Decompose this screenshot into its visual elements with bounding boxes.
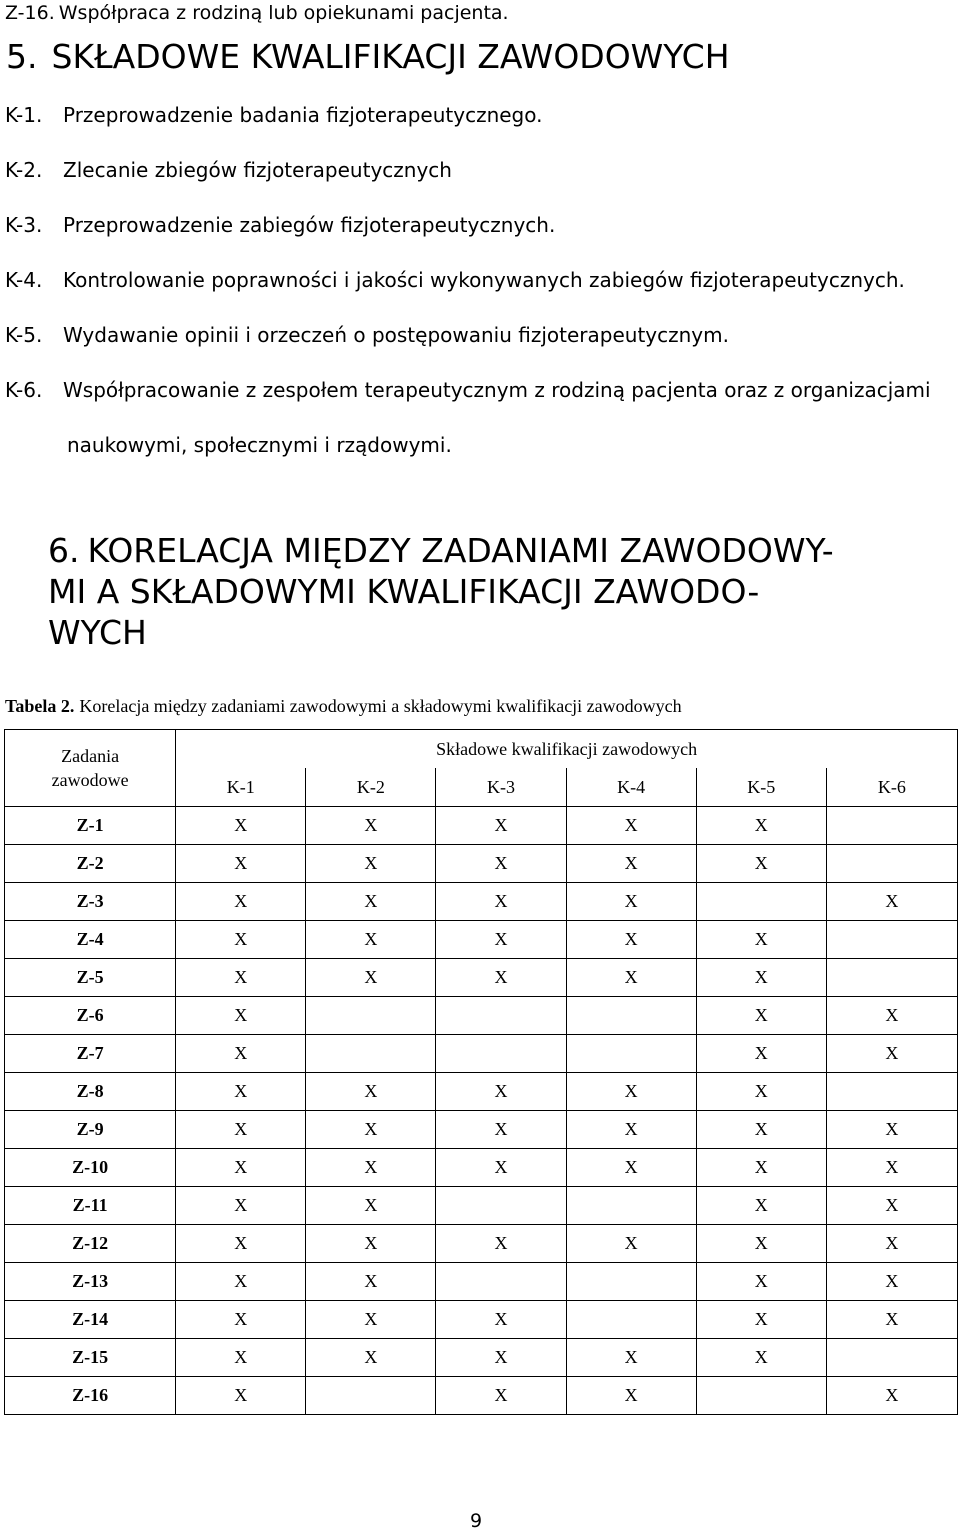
mark-cell: X <box>696 845 826 883</box>
table-row <box>5 1263 958 1301</box>
section-title: SKŁADOWE KWALIFIKACJI ZAWODOWYCH <box>51 37 730 76</box>
mark-cell: X <box>176 921 306 959</box>
mark-cell: X <box>826 1111 957 1149</box>
mark-cell: X <box>306 845 436 883</box>
mark-cell <box>436 997 566 1035</box>
mark-cell: X <box>696 1339 826 1377</box>
mark-cell: X <box>436 845 566 883</box>
mark-cell: X <box>306 1187 436 1225</box>
mark-cell: X <box>826 1187 957 1225</box>
mark-cell <box>566 1187 696 1225</box>
column-header: K-4 <box>566 768 696 807</box>
section-number: 6. <box>48 531 80 570</box>
mark-cell: X <box>436 1225 566 1263</box>
mark-cell: X <box>826 1301 957 1339</box>
mark-cell <box>566 1301 696 1339</box>
mark-cell: X <box>566 1073 696 1111</box>
mark-cell: X <box>696 1301 826 1339</box>
task-cell: Z-7 <box>5 1035 176 1073</box>
mark-cell: X <box>566 921 696 959</box>
mark-cell: X <box>566 1149 696 1187</box>
table-row <box>5 1073 958 1111</box>
mark-cell: X <box>306 1073 436 1111</box>
mark-cell: X <box>566 1377 696 1415</box>
section-title-line: MI A SKŁADOWYMI KWALIFIKACJI ZAWODO- <box>48 572 760 611</box>
mark-cell <box>826 921 957 959</box>
mark-cell: X <box>176 1301 306 1339</box>
task-cell: Z-15 <box>5 1339 176 1377</box>
page-number: 9 <box>470 1510 483 1532</box>
section-6-heading <box>48 530 953 653</box>
table-row <box>5 1187 958 1225</box>
qualification-text: Kontrolowanie poprawności i jakości wykonywanych zabiegów fizjoterapeutycznych. <box>63 268 905 292</box>
qualification-item <box>5 308 931 363</box>
section-5-heading <box>6 37 730 77</box>
mark-cell: X <box>436 1339 566 1377</box>
mark-cell <box>696 1377 826 1415</box>
mark-cell: X <box>176 845 306 883</box>
column-header: K-2 <box>306 768 436 807</box>
table-row <box>5 921 958 959</box>
mark-cell <box>826 807 957 845</box>
mark-cell <box>306 997 436 1035</box>
mark-cell <box>566 1035 696 1073</box>
table-row <box>5 997 958 1035</box>
mark-cell: X <box>176 1377 306 1415</box>
mark-cell: X <box>176 1225 306 1263</box>
qualification-code: K-4. <box>5 268 43 292</box>
mark-cell: X <box>566 1225 696 1263</box>
qualification-text: Zlecanie zbiegów fizjoterapeutycznych <box>63 158 452 182</box>
mark-cell: X <box>566 883 696 921</box>
mark-cell <box>826 1073 957 1111</box>
mark-cell: X <box>696 1111 826 1149</box>
qualification-list <box>5 88 931 473</box>
mark-cell: X <box>436 1377 566 1415</box>
column-header: K-6 <box>826 768 957 807</box>
mark-cell <box>566 1263 696 1301</box>
mark-cell: X <box>176 1187 306 1225</box>
mark-cell: X <box>566 959 696 997</box>
task-code: Z-16. <box>5 2 55 24</box>
qualification-text: Przeprowadzenie badania fizjoterapeutycznego. <box>63 103 543 127</box>
mark-cell: X <box>306 807 436 845</box>
qualification-code: K-6. <box>5 378 43 402</box>
table-row <box>5 1339 958 1377</box>
qualification-code: K-5. <box>5 323 43 347</box>
qualification-text-continued: naukowymi, społecznymi i rządowymi. <box>67 433 452 457</box>
mark-cell <box>696 883 826 921</box>
qualification-code: K-1. <box>5 103 43 127</box>
qualification-item <box>5 253 931 308</box>
task-cell: Z-8 <box>5 1073 176 1111</box>
mark-cell: X <box>436 959 566 997</box>
mark-cell <box>436 1035 566 1073</box>
mark-cell: X <box>696 1035 826 1073</box>
table-row <box>5 1035 958 1073</box>
mark-cell: X <box>176 1035 306 1073</box>
column-header: K-5 <box>696 768 826 807</box>
task-cell: Z-3 <box>5 883 176 921</box>
mark-cell: X <box>566 1111 696 1149</box>
mark-cell: X <box>826 883 957 921</box>
mark-cell: X <box>176 883 306 921</box>
table-header-row <box>5 730 958 769</box>
mark-cell: X <box>826 1263 957 1301</box>
mark-cell: X <box>566 807 696 845</box>
mark-cell: X <box>176 807 306 845</box>
mark-cell: X <box>306 1149 436 1187</box>
mark-cell: X <box>306 921 436 959</box>
table-row <box>5 959 958 997</box>
mark-cell: X <box>436 921 566 959</box>
mark-cell: X <box>566 845 696 883</box>
mark-cell: X <box>696 807 826 845</box>
task-text: Współpraca z rodziną lub opiekunami pacjenta. <box>58 2 509 24</box>
task-cell: Z-16 <box>5 1377 176 1415</box>
mark-cell: X <box>436 1111 566 1149</box>
mark-cell: X <box>306 1263 436 1301</box>
section-title-line: 6. KORELACJA MIĘDZY ZADANIAMI ZAWODOWY- <box>48 531 834 570</box>
mark-cell <box>306 1035 436 1073</box>
qualification-code: K-3. <box>5 213 43 237</box>
mark-cell: X <box>566 1339 696 1377</box>
mark-cell: X <box>436 1149 566 1187</box>
mark-cell: X <box>306 883 436 921</box>
qualification-line-1 <box>5 363 931 418</box>
mark-cell <box>826 1339 957 1377</box>
qualification-item <box>5 363 931 473</box>
mark-cell: X <box>696 959 826 997</box>
task-cell: Z-2 <box>5 845 176 883</box>
mark-cell: X <box>696 1225 826 1263</box>
mark-cell: X <box>176 1263 306 1301</box>
table-caption <box>5 694 682 718</box>
table-body <box>5 807 958 1415</box>
task-cell: Z-11 <box>5 1187 176 1225</box>
mark-cell: X <box>826 1149 957 1187</box>
mark-cell: X <box>306 1111 436 1149</box>
task-cell: Z-10 <box>5 1149 176 1187</box>
mark-cell: X <box>826 1377 957 1415</box>
section-title-line: WYCH <box>48 613 147 652</box>
mark-cell: X <box>306 1301 436 1339</box>
mark-cell: X <box>826 1035 957 1073</box>
mark-cell: X <box>696 1263 826 1301</box>
mark-cell: X <box>696 1149 826 1187</box>
qualification-item <box>5 88 931 143</box>
mark-cell: X <box>826 997 957 1035</box>
group-header: Składowe kwalifikacji zawodowych <box>176 730 958 769</box>
task-cell: Z-4 <box>5 921 176 959</box>
section-number: 5. <box>6 37 38 76</box>
mark-cell: X <box>176 1111 306 1149</box>
mark-cell: X <box>696 921 826 959</box>
qualification-text: Współpracowanie z zespołem terapeutycznym z rodziną pacjenta oraz z organizacjami <box>63 378 931 402</box>
mark-cell <box>306 1377 436 1415</box>
mark-cell: X <box>436 883 566 921</box>
table-row <box>5 1377 958 1415</box>
mark-cell: X <box>696 1187 826 1225</box>
qualification-text: Wydawanie opinii i orzeczeń o postępowaniu fizjoterapeutycznym. <box>63 323 729 347</box>
qualification-text: Przeprowadzenie zabiegów fizjoterapeutycznych. <box>63 213 556 237</box>
qualification-code: K-2. <box>5 158 43 182</box>
mark-cell: X <box>826 1225 957 1263</box>
mark-cell: X <box>306 1225 436 1263</box>
task-cell: Z-13 <box>5 1263 176 1301</box>
task-cell: Z-9 <box>5 1111 176 1149</box>
corner-header: Zadania zawodowe <box>5 730 176 807</box>
table-caption-label: Tabela 2. <box>5 696 75 716</box>
column-header: K-1 <box>176 768 306 807</box>
mark-cell: X <box>306 959 436 997</box>
table-row <box>5 1301 958 1339</box>
mark-cell <box>826 845 957 883</box>
table-row <box>5 1225 958 1263</box>
task-cell: Z-5 <box>5 959 176 997</box>
table-row <box>5 1149 958 1187</box>
mark-cell: X <box>436 1301 566 1339</box>
mark-cell <box>436 1187 566 1225</box>
task-cell: Z-14 <box>5 1301 176 1339</box>
column-header: K-3 <box>436 768 566 807</box>
mark-cell <box>566 997 696 1035</box>
task-cell: Z-12 <box>5 1225 176 1263</box>
qualification-item <box>5 198 931 253</box>
table-row <box>5 1111 958 1149</box>
mark-cell <box>826 959 957 997</box>
mark-cell: X <box>176 997 306 1035</box>
task-item-z16 <box>5 0 509 26</box>
table-caption-text: Korelacja między zadaniami zawodowymi a składowymi kwalifikacji zawodowych <box>79 696 682 716</box>
mark-cell: X <box>436 1073 566 1111</box>
mark-cell: X <box>436 807 566 845</box>
qualification-item <box>5 143 931 198</box>
table-row <box>5 883 958 921</box>
task-cell: Z-6 <box>5 997 176 1035</box>
table-row <box>5 845 958 883</box>
mark-cell: X <box>696 997 826 1035</box>
table-row <box>5 807 958 845</box>
mark-cell: X <box>176 1339 306 1377</box>
mark-cell: X <box>176 1073 306 1111</box>
task-cell: Z-1 <box>5 807 176 845</box>
mark-cell: X <box>176 959 306 997</box>
mark-cell: X <box>306 1339 436 1377</box>
correlation-table <box>4 729 958 1415</box>
mark-cell <box>436 1263 566 1301</box>
mark-cell: X <box>696 1073 826 1111</box>
mark-cell: X <box>176 1149 306 1187</box>
